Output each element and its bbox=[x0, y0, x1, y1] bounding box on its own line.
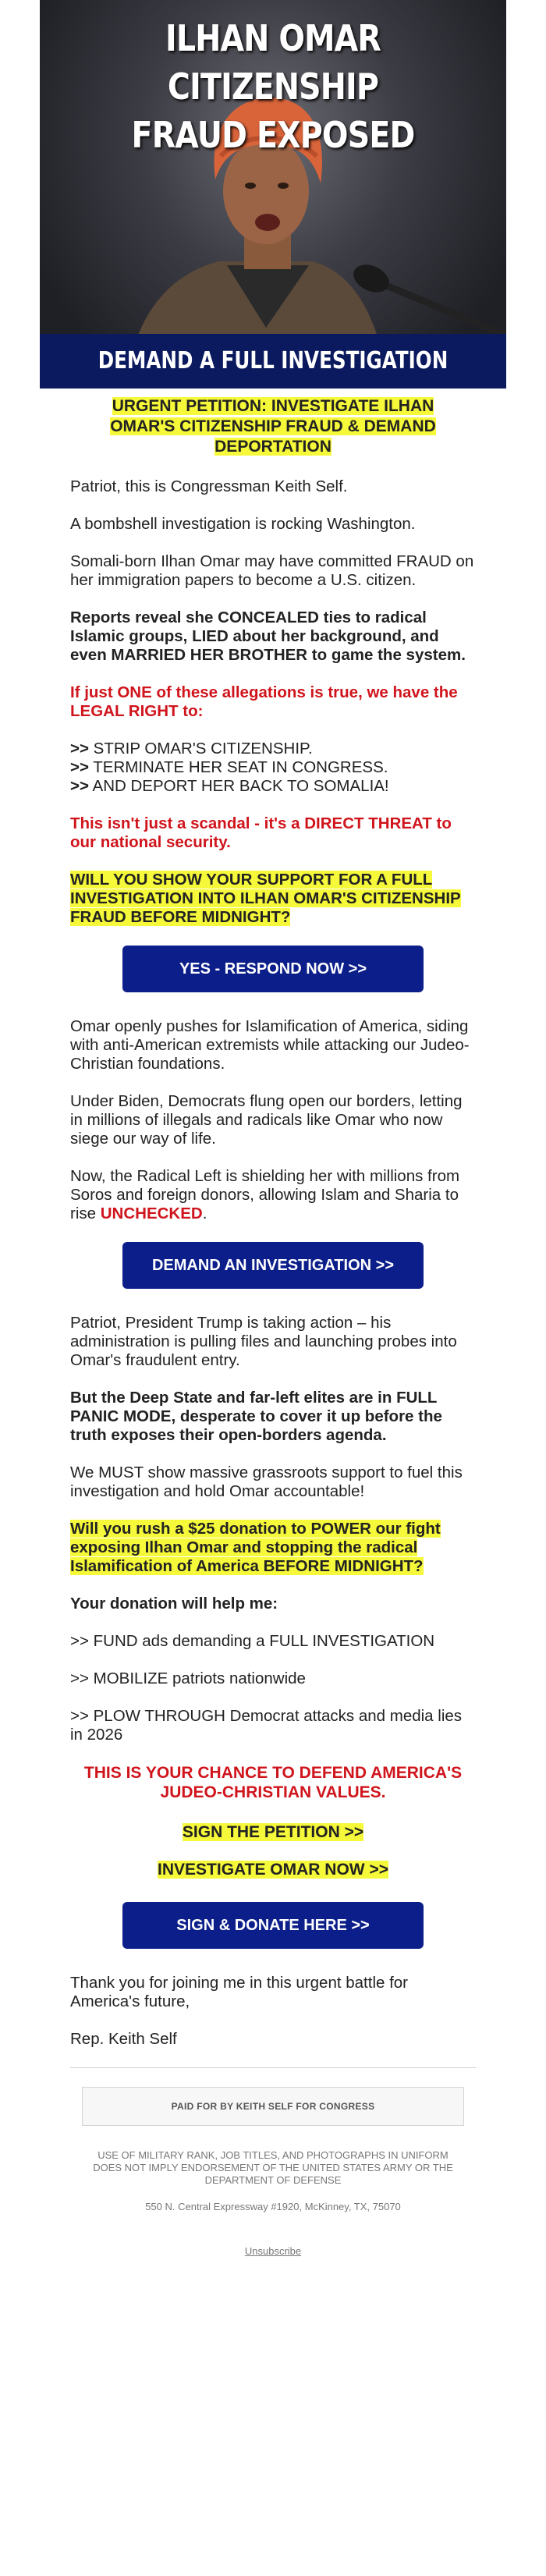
intro-fraud: Somali-born Ilhan Omar may have committed FRAUD on her immigration papers to become a U.S. citizen. bbox=[70, 552, 474, 589]
demand-item: >> STRIP OMAR'S CITIZENSHIP. bbox=[70, 740, 313, 758]
petition-heading: URGENT PETITION: INVESTIGATE ILHAN OMAR'S CITIZENSHIP FRAUD & DEMAND DEPORTATION bbox=[110, 397, 436, 456]
respond-now-button[interactable]: YES - RESPOND NOW >> bbox=[122, 946, 424, 992]
investigate-omar-link[interactable]: INVESTIGATE OMAR NOW >> bbox=[158, 1861, 388, 1879]
demand-item: >> TERMINATE HER SEAT IN CONGRESS. bbox=[70, 758, 388, 776]
trump-paragraph: Patriot, President Trump is taking action – his administration is pulling files and launching probes into Omar's fraudulent entry. bbox=[70, 1314, 457, 1369]
donation-ask: Will you rush a $25 donation to POWER our fight exposing Ilhan Omar and stopping the radical Islamification of America BEFORE MIDNIGHT? bbox=[70, 1520, 441, 1575]
threat-paragraph: This isn't just a scandal - it's a DIRECT THREAT to our national security. bbox=[70, 814, 452, 851]
help-item: >> FUND ads demanding a FULL INVESTIGATION bbox=[70, 1632, 435, 1650]
islamification-paragraph: Omar openly pushes for Islamification of America, siding with anti-American extremists while attacking our Judeo-Christian foundations. bbox=[70, 1017, 470, 1073]
sign-petition-link[interactable]: SIGN THE PETITION >> bbox=[182, 1823, 364, 1841]
shielding-paragraph: Now, the Radical Left is shielding her with millions from Soros and foreign donors, allowing Islam and Sharia to rise UNCHECKED. bbox=[70, 1167, 460, 1222]
email-body bbox=[39, 0, 507, 2257]
closing-text: Thank you for joining me in this urgent battle for America's future, bbox=[70, 1974, 409, 2010]
demands-list bbox=[70, 740, 476, 796]
donation-help-heading: Your donation will help me: bbox=[70, 1595, 278, 1613]
help-item: >> MOBILIZE patriots nationwide bbox=[70, 1669, 306, 1687]
demand-item: >> AND DEPORT HER BACK TO SOMALIA! bbox=[70, 777, 389, 795]
intro-bombshell: A bombshell investigation is rocking Washington. bbox=[70, 515, 416, 533]
unsubscribe-link[interactable]: Unsubscribe bbox=[244, 2245, 302, 2257]
intro-greeting: Patriot, this is Congressman Keith Self. bbox=[70, 477, 348, 495]
signature: Rep. Keith Self bbox=[70, 2030, 177, 2048]
help-item: >> PLOW THROUGH Democrat attacks and media lies in 2026 bbox=[70, 1707, 463, 1744]
reports-paragraph: Reports reveal she CONCEALED ties to radical Islamic groups, LIED about her background, and even MARRIED HER BROTHER to game the system. bbox=[70, 609, 466, 664]
hero-cta-banner[interactable]: DEMAND A FULL INVESTIGATION bbox=[40, 334, 506, 389]
chance-heading: THIS IS YOUR CHANCE TO DEFEND AMERICA'S JUDEO-CHRISTIAN VALUES. bbox=[83, 1764, 463, 1801]
demand-investigation-button[interactable]: DEMAND AN INVESTIGATION >> bbox=[122, 1242, 424, 1289]
grassroots-paragraph: We MUST show massive grassroots support to fuel this investigation and hold Omar accountable! bbox=[70, 1464, 463, 1500]
military-disclaimer: USE OF MILITARY RANK, JOB TITLES, AND PHOTOGRAPHS IN UNIFORM DOES NOT IMPLY ENDORSEMENT OF THE UNITED STATES ARMY OR THE DEPARTMENT OF DEFENSE bbox=[93, 2149, 453, 2186]
divider bbox=[70, 2067, 476, 2068]
mailing-address: 550 N. Central Expressway #1920, McKinney, TX, 75070 bbox=[145, 2201, 401, 2212]
deep-state-paragraph: But the Deep State and far-left elites are in FULL PANIC MODE, desperate to cover it up before the truth exposes their open-borders agenda. bbox=[70, 1389, 442, 1444]
paid-for-disclaimer: PAID FOR BY KEITH SELF FOR CONGRESS bbox=[82, 2087, 464, 2126]
legal-right-paragraph: If just ONE of these allegations is true, we have the LEGAL RIGHT to: bbox=[70, 683, 458, 720]
sign-donate-button[interactable]: SIGN & DONATE HERE >> bbox=[122, 1902, 424, 1949]
hero-headline: ILHAN OMAR CITIZENSHIP FRAUD EXPOSED bbox=[131, 17, 415, 156]
hero-image[interactable] bbox=[40, 0, 506, 389]
borders-paragraph: Under Biden, Democrats flung open our borders, letting in millions of illegals and radicals like Omar who now siege our way of life. bbox=[70, 1092, 463, 1148]
support-question: WILL YOU SHOW YOUR SUPPORT FOR A FULL INVESTIGATION INTO ILHAN OMAR'S CITIZENSHIP FRAUD BEFORE MIDNIGHT? bbox=[70, 871, 461, 926]
